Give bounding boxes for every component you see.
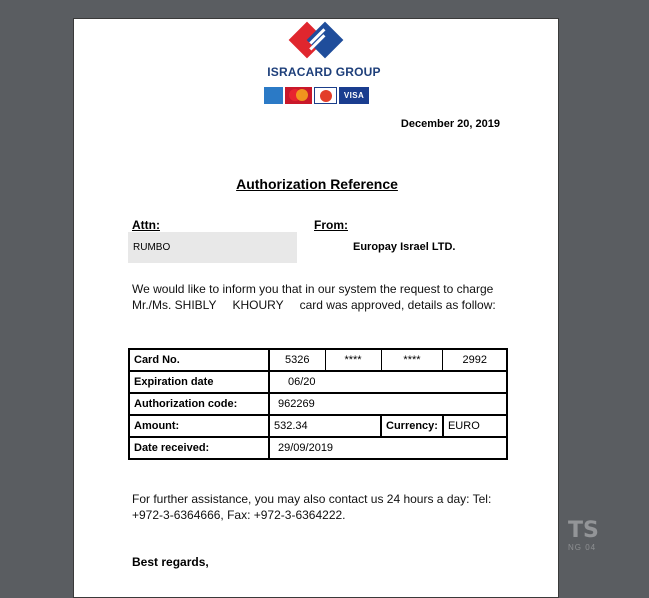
from-label: From:: [314, 218, 348, 232]
letter-page: [73, 18, 559, 598]
table-row: [129, 371, 507, 393]
card-no-part-1: 5326: [269, 349, 325, 371]
card-no-part-2: ****: [325, 349, 381, 371]
table-row: [129, 437, 507, 459]
attn-value: RUMBO: [128, 232, 297, 263]
amount-label: Amount:: [129, 415, 269, 437]
auth-code-value: 962269: [269, 393, 507, 415]
currency-value: EURO: [443, 415, 507, 437]
intro-paragraph: [132, 281, 512, 313]
card-no-label: Card No.: [129, 349, 269, 371]
letter-date: December 20, 2019: [400, 118, 500, 130]
authorization-details-table: [128, 348, 508, 460]
brand-name: ISRACARD GROUP: [267, 65, 381, 79]
table-row: [129, 415, 507, 437]
currency-label: Currency:: [381, 415, 443, 437]
card-no-part-4: 2992: [443, 349, 507, 371]
card-no-part-3: ****: [381, 349, 443, 371]
table-row: [129, 349, 507, 371]
table-row: [129, 393, 507, 415]
further-assistance-paragraph: For further assistance, you may also contact us 24 hours a day: Tel: +972-3-6364666, Fax: +972-3-6364222.: [132, 492, 492, 522]
intro-part-2: KHOURY: [232, 298, 284, 312]
amount-value: 532.34: [269, 415, 381, 437]
card-logos: [264, 87, 369, 104]
intro-part-3: card was approved, details as follow:: [299, 298, 496, 312]
from-value: Europay Israel LTD.: [353, 241, 456, 253]
letter-title: Authorization Reference: [236, 176, 398, 192]
auth-code-label: Authorization code:: [129, 393, 269, 415]
amex-card-icon: [264, 87, 283, 104]
watermark-text: TS: [568, 518, 599, 543]
isracard-logo-icon: [274, 21, 360, 65]
diners-card-icon: [314, 87, 337, 104]
mastercard-card-icon: [285, 87, 312, 104]
date-received-label: Date received:: [129, 437, 269, 459]
date-received-value: 29/09/2019: [269, 437, 507, 459]
attn-label: Attn:: [132, 218, 160, 232]
visa-card-icon: VISA: [339, 87, 369, 104]
expiration-label: Expiration date: [129, 371, 269, 393]
watermark-subtext: NG 04: [568, 543, 597, 552]
intro-part-1: We would like to inform you that in our system the request to charge Mr./Ms. SHIBLY: [132, 282, 494, 312]
expiration-value: 06/20: [269, 371, 507, 393]
closing-regards: Best regards,: [132, 555, 209, 569]
